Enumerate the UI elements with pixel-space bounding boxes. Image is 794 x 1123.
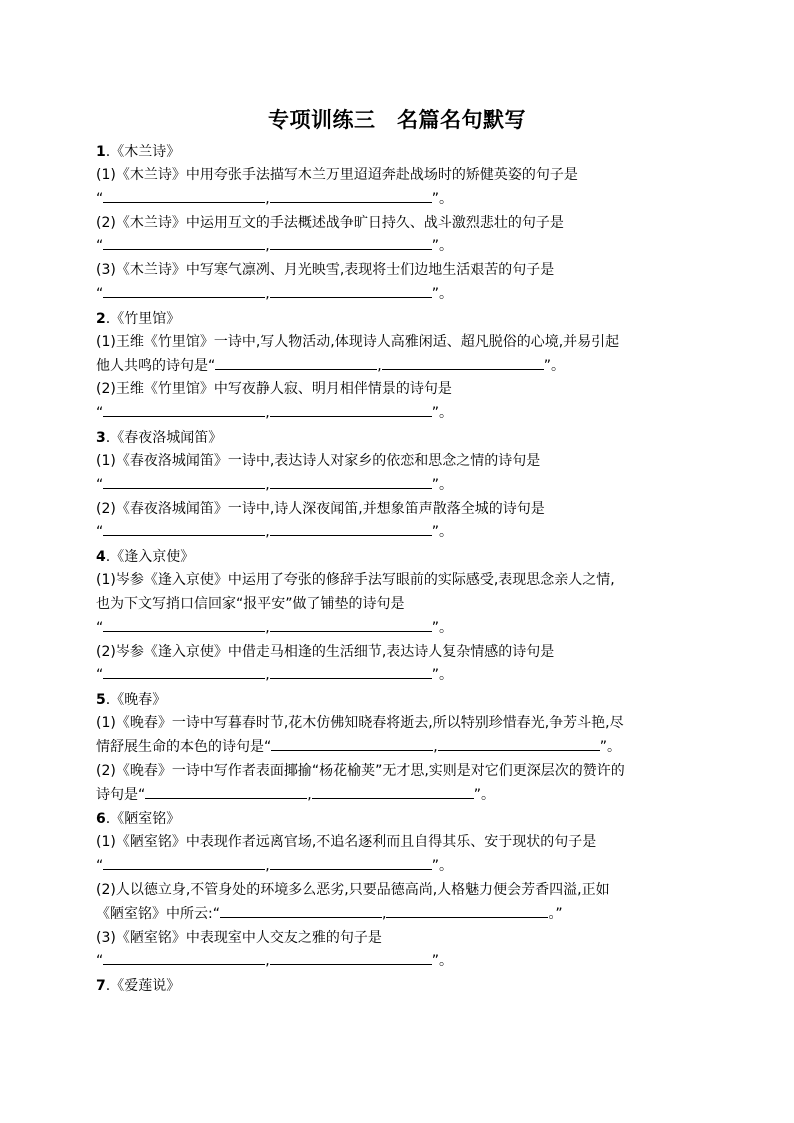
answer-line: “ , ”。 [96, 855, 706, 879]
answer-blank[interactable] [312, 784, 474, 799]
answer-blank[interactable] [270, 474, 432, 489]
answer-blank[interactable] [270, 283, 432, 298]
question-text: (1)王维《竹里馆》一诗中,写人物活动,体现诗人高雅闲适、超凡脱俗的心境,并易引起 [96, 333, 620, 350]
answer-blank[interactable] [270, 855, 432, 870]
answer-blank[interactable] [103, 855, 265, 870]
answer-blank[interactable] [215, 355, 377, 370]
question-text: 也为下文写捎口信回家“报平安”做了铺垫的诗句是 [96, 595, 405, 612]
section-heading: 7.《爱莲说》 [96, 978, 181, 995]
answer-blank[interactable] [271, 736, 433, 751]
answer-blank[interactable] [103, 950, 265, 965]
answer-line: “ , ”。 [96, 521, 706, 545]
question-text: (1)《春夜洛城闻笛》一诗中,表达诗人对家乡的依恋和思念之情的诗句是 [96, 452, 541, 469]
answer-blank[interactable] [270, 664, 432, 679]
question-list [96, 140, 706, 998]
answer-blank[interactable] [270, 521, 432, 536]
answer-line: 诗句是“ , ”。 [96, 784, 706, 808]
answer-line: “ , ”。 [96, 950, 706, 974]
answer-blank[interactable] [270, 188, 432, 203]
answer-blank[interactable] [103, 235, 265, 250]
question-text: (1)《陋室铭》中表现作者远离官场,不追名逐利而且自得其乐、安于现状的句子是 [96, 834, 597, 851]
question-text: (2)人以德立身,不管身处的环境多么恶劣,只要品德高尚,人格魅力便会芳香四溢,正如 [96, 881, 610, 898]
question-text: (3)《木兰诗》中写寒气凛冽、月光映雪,表现将士们边地生活艰苦的句子是 [96, 262, 555, 279]
answer-line: “ , ”。 [96, 188, 706, 212]
answer-blank[interactable] [103, 474, 265, 489]
answer-blank[interactable] [103, 617, 265, 632]
answer-blank[interactable] [103, 664, 265, 679]
question-text: (2)王维《竹里馆》中写夜静人寂、明月相伴情景的诗句是 [96, 381, 452, 398]
question-text: (2)《木兰诗》中运用互文的手法概述战争旷日持久、战斗激烈悲壮的句子是 [96, 214, 564, 231]
answer-line: 他人共鸣的诗句是“ , ”。 [96, 355, 706, 379]
question-text: (2)岑参《逢入京使》中借走马相逢的生活细节,表达诗人复杂情感的诗句是 [96, 643, 555, 660]
question-text: (2)《晚春》一诗中写作者表面揶揄“杨花榆荚”无才思,实则是对它们更深层次的赞许的 [96, 762, 625, 779]
answer-blank[interactable] [145, 784, 307, 799]
answer-blank[interactable] [103, 188, 265, 203]
section-heading: 6.《陋室铭》 [96, 811, 181, 828]
answer-line: “ , ”。 [96, 474, 706, 498]
answer-line: “ , ”。 [96, 664, 706, 688]
section-heading: 1.《木兰诗》 [96, 144, 181, 160]
answer-line: 《陋室铭》中所云:“ , 。” [96, 903, 706, 927]
answer-blank[interactable] [382, 355, 544, 370]
answer-blank[interactable] [270, 617, 432, 632]
answer-blank[interactable] [103, 521, 265, 536]
answer-blank[interactable] [270, 402, 432, 417]
section-heading: 4.《逢入京使》 [96, 549, 195, 566]
answer-line: “ , ”。 [96, 402, 706, 426]
answer-blank[interactable] [103, 283, 265, 298]
answer-blank[interactable] [386, 903, 548, 918]
section-heading: 2.《竹里馆》 [96, 310, 181, 327]
question-text: (3)《陋室铭》中表现室中人交友之雅的句子是 [96, 929, 382, 946]
answer-line: “ , ”。 [96, 235, 706, 259]
answer-line: “ , ”。 [96, 617, 706, 641]
answer-line: “ , ”。 [96, 283, 706, 307]
question-text: (1)《木兰诗》中用夸张手法描写木兰万里迢迢奔赴战场时的矫健英姿的句子是 [96, 167, 578, 183]
question-text: (1)岑参《逢入京使》中运用了夸张的修辞手法写眼前的实际感受,表现思念亲人之情, [96, 572, 615, 589]
answer-blank[interactable] [270, 950, 432, 965]
answer-blank[interactable] [270, 235, 432, 250]
section-heading: 5.《晚春》 [96, 692, 167, 709]
answer-blank[interactable] [103, 402, 265, 417]
answer-blank[interactable] [438, 736, 600, 751]
section-heading: 3.《春夜洛城闻笛》 [96, 429, 223, 446]
question-text: (2)《春夜洛城闻笛》一诗中,诗人深夜闻笛,并想象笛声散落全城的诗句是 [96, 500, 545, 517]
answer-line: 情舒展生命的本色的诗句是“ , ”。 [96, 736, 706, 760]
answer-blank[interactable] [220, 903, 382, 918]
page-title: 专项训练三 名篇名句默写 [268, 108, 526, 132]
question-text: (1)《晚春》一诗中写暮春时节,花木仿佛知晓春将逝去,所以特别珍惜春光,争芳斗艳,尽 [96, 715, 624, 732]
